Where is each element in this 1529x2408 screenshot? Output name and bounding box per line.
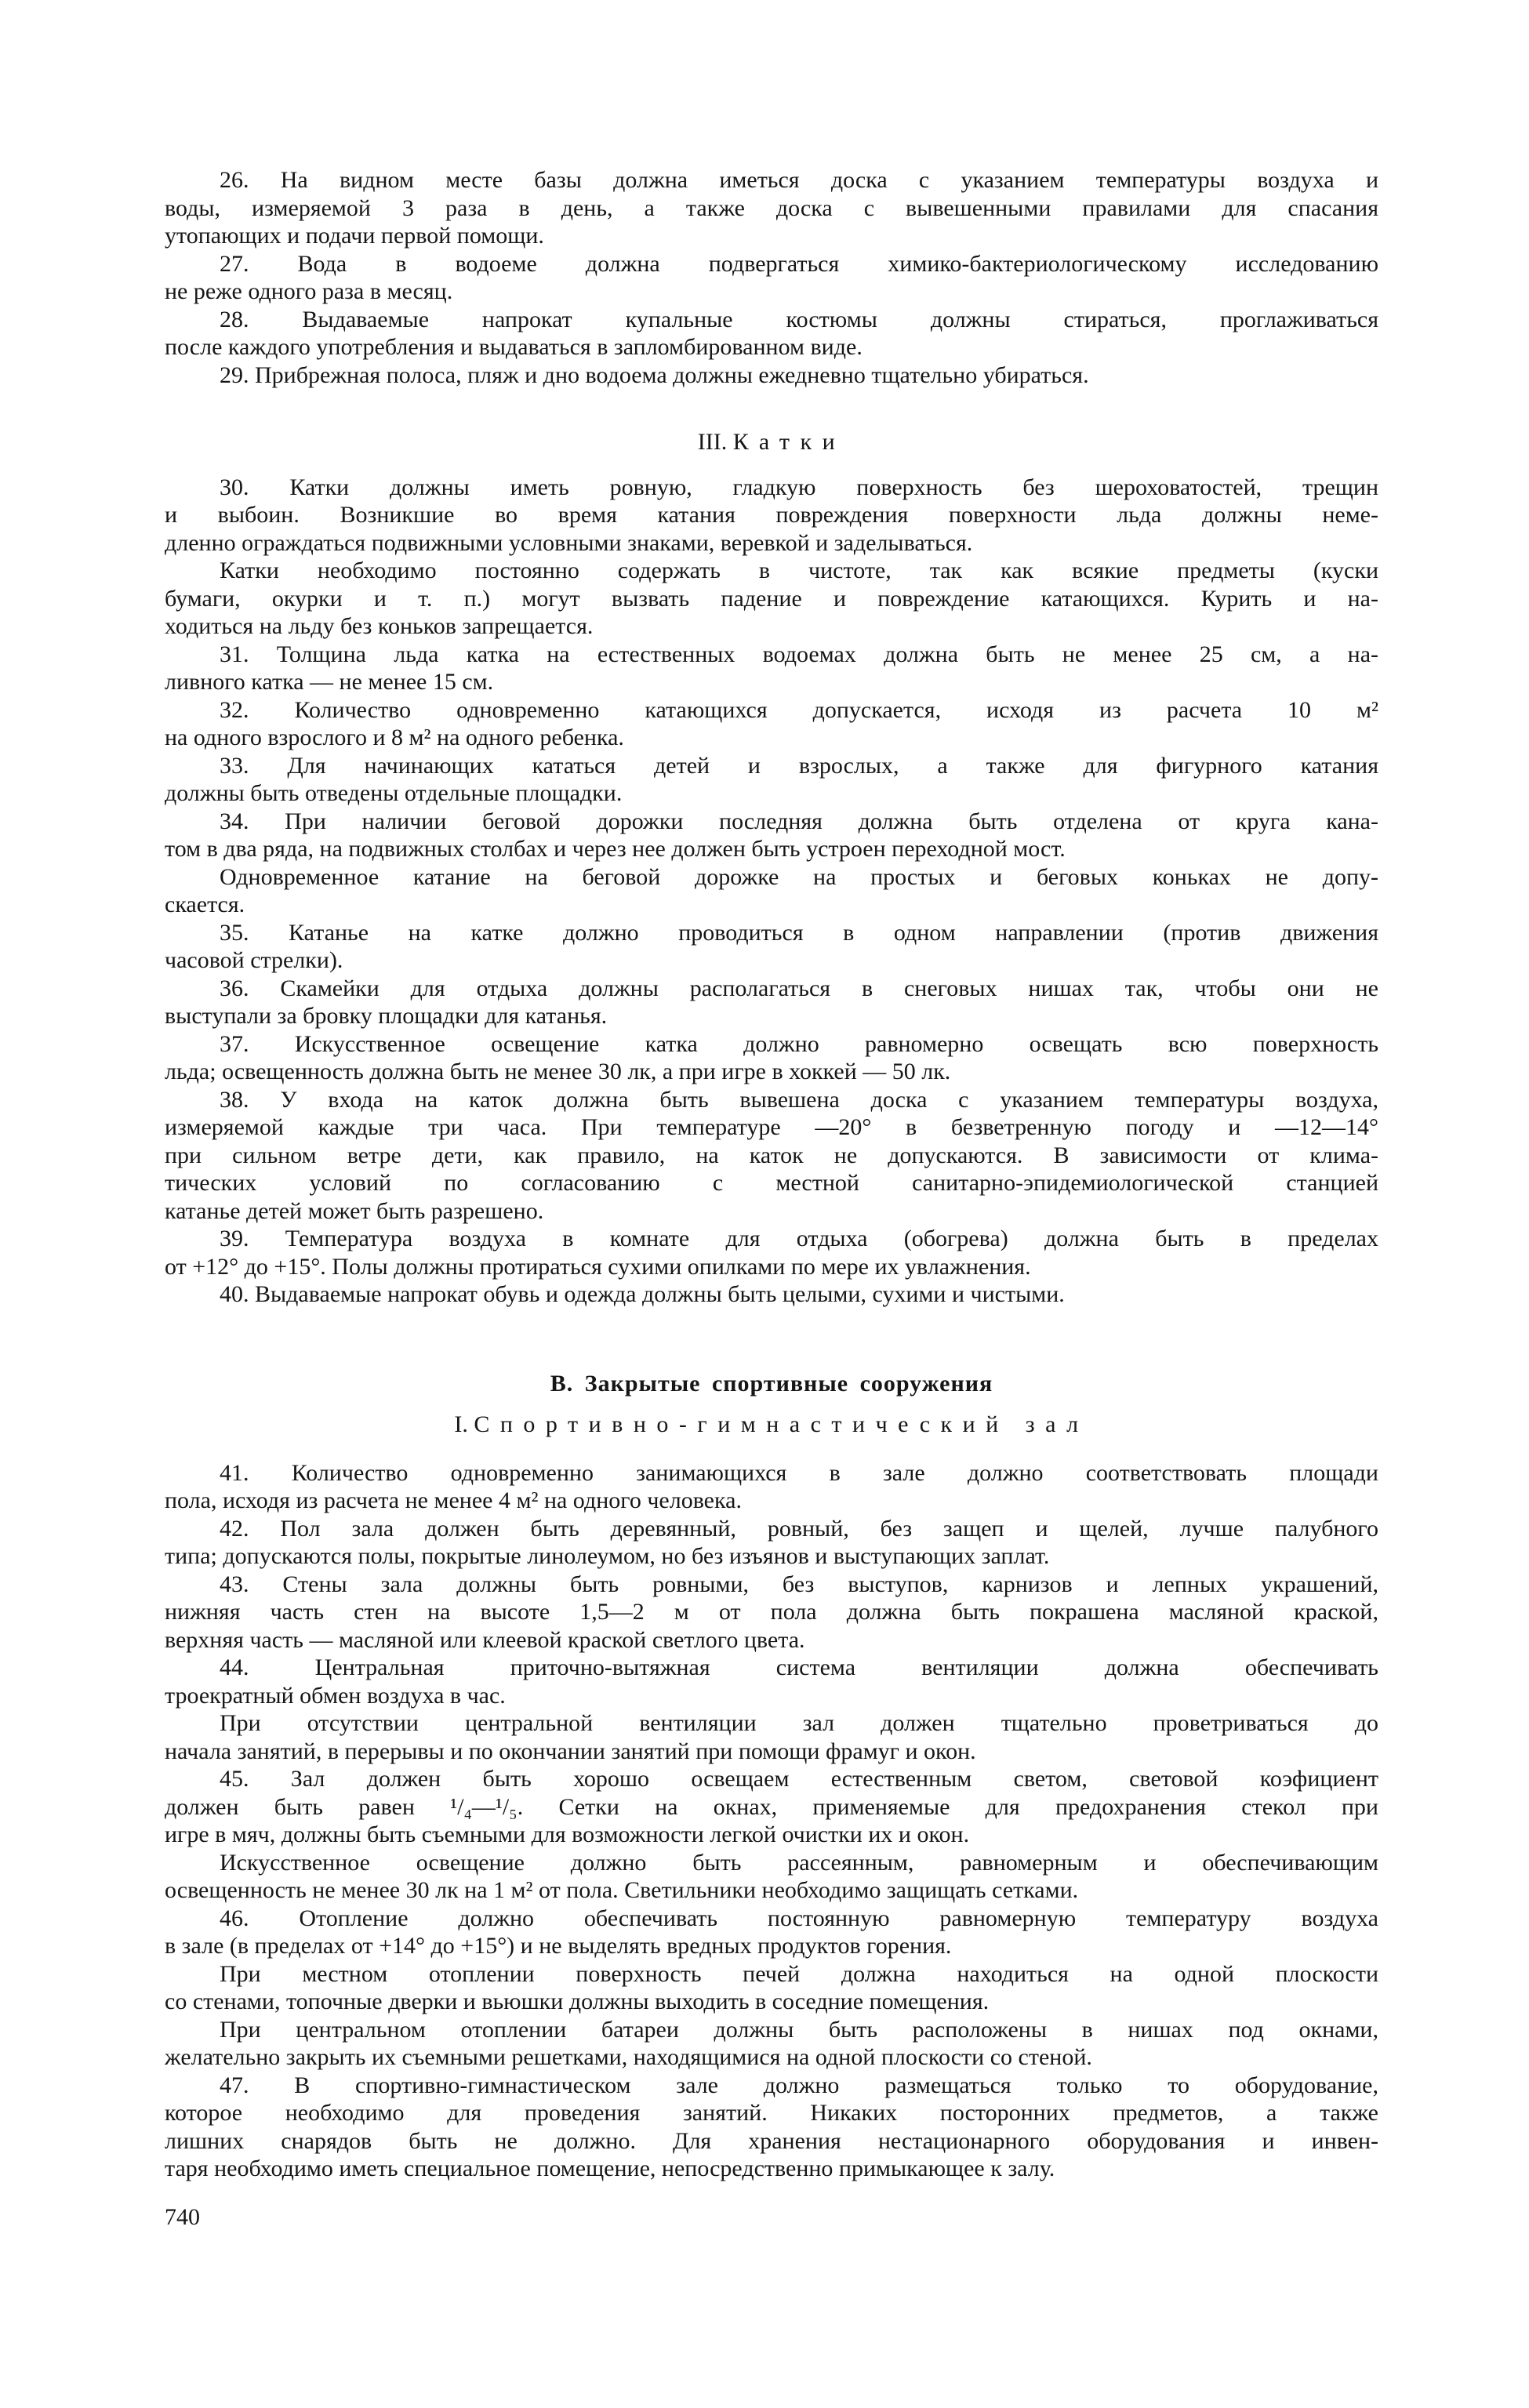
paragraph: [165, 919, 1378, 975]
text-line: 26. На видном месте базы должна иметься доска с указанием температуры воздуха и: [220, 167, 1378, 193]
text-line: том в два ряда, на подвижных столбах и через нее должен быть устроен переходной мост.: [165, 836, 1066, 862]
text-line: При отсутствии центральной вентиляции зал должен тщательно проветриваться до: [220, 1710, 1378, 1736]
text-line: в зале (в пределах от +14° до +15°) и не выделять вредных продуктов горения.: [165, 1933, 952, 1959]
text-line: на одного взрослого и 8 м² на одного ребенка.: [165, 725, 624, 750]
text-line: 35. Катанье на катке должно проводиться в одном направлении (против движения: [220, 919, 1378, 946]
text-line: 37. Искусственное освещение катка должно равномерно освещать всю поверхность: [220, 1030, 1378, 1057]
text-line: пола, исходя из расчета не менее 4 м² на одного человека.: [165, 1487, 742, 1513]
paragraph: [165, 808, 1378, 863]
paragraph: [165, 1905, 1378, 1960]
text-line: При центральном отоплении батареи должны быть расположены в нишах под окнами,: [220, 2016, 1378, 2043]
paragraph: [165, 557, 1378, 641]
text-line: 47. В спортивно-гимнастическом зале должно размещаться только то оборудование,: [220, 2072, 1378, 2098]
paragraph: [165, 1515, 1378, 1571]
text-line: дленно ограждаться подвижными условными знаками, веревкой и заделываться.: [165, 529, 973, 556]
paragraph: [165, 1571, 1378, 1654]
paragraph: [165, 166, 1378, 250]
text-line: которое необходимо для проведения занятий. Никаких посторонних предметов, а также: [165, 2100, 1378, 2126]
heading-title: Катки: [732, 429, 846, 455]
paragraph: [165, 1849, 1378, 1905]
heading-title: Спортивно-гимнастический зал: [474, 1411, 1089, 1437]
text-line: 29. Прибрежная полоса, пляж и дно водоема должны ежедневно тщательно убираться.: [220, 361, 1089, 388]
paragraph: [165, 1459, 1378, 1515]
paragraph: [165, 696, 1378, 752]
paragraph: [165, 2072, 1378, 2183]
text-line: катанье детей может быть разрешено.: [165, 1197, 544, 1224]
paragraph: [165, 1654, 1378, 1709]
text-line: выступали за бровку площадки для катанья.: [165, 1003, 608, 1029]
text-line: часовой стрелки).: [165, 947, 343, 973]
text-line: ливного катка — не менее 15 см.: [165, 669, 494, 695]
text-line: 40. Выдаваемые напрокат обувь и одежда должны быть целыми, сухими и чистыми.: [220, 1281, 1065, 1307]
heading-gym: [165, 1411, 1378, 1439]
text-line: желательно закрыть их съемными решетками, находящимися на одной плоскости со стеной.: [165, 2044, 1092, 2070]
text-line: таря необходимо иметь специальное помещение, непосредственно примыкающее к залу.: [165, 2156, 1055, 2181]
paragraph: [165, 1086, 1378, 1226]
text-line: утопающих и подачи первой помощи.: [165, 223, 544, 249]
text-line: троекратный обмен воздуха в час.: [165, 1682, 506, 1709]
paragraph: [165, 752, 1378, 808]
text-line: 38. У входа на каток должна быть вывешена доска с указанием температуры воздуха,: [220, 1086, 1378, 1113]
text-line: должны быть отведены отдельные площадки.: [165, 780, 623, 806]
text-line: 43. Стены зала должны быть ровными, без выступов, карнизов и лепных украшений,: [220, 1571, 1378, 1597]
text-line: должен быть равен ¹/₄—¹/₅. Сетки на окнах, применяемые для предохранения стекол при: [165, 1793, 1378, 1820]
paragraph: [165, 1225, 1378, 1280]
text-line: нижняя часть стен на высоте 1,5—2 м от пола должна быть покрашена масляной краской,: [165, 1599, 1378, 1625]
text-line: Искусственное освещение должно быть рассеянным, равномерным и обеспечивающим: [220, 1849, 1378, 1876]
text-line: начала занятий, в перерывы и по окончании занятий при помощи фрамуг и окон.: [165, 1738, 976, 1764]
paragraph: [165, 863, 1378, 919]
text-line: типа; допускаются полы, покрытые линолеумом, но без изъянов и выступающих заплат.: [165, 1543, 1050, 1569]
heading-numeral: III.: [697, 429, 728, 455]
page-content: [165, 166, 1378, 2183]
text-line: При местном отоплении поверхность печей должна находиться на одной плоскости: [220, 1960, 1378, 1987]
text-line: от +12° до +15°. Полы должны протираться сухими опилками по мере их увлажнения.: [165, 1253, 1031, 1280]
text-line: и выбоин. Возникшие во время катания повреждения поверхности льда должны неме-: [165, 502, 1378, 528]
text-line: 33. Для начинающих кататься детей и взрослых, а также для фигурного катания: [220, 752, 1378, 779]
text-line: 41. Количество одновременно занимающихся в зале должно соответствовать площади: [220, 1459, 1378, 1486]
paragraph: [165, 1765, 1378, 1849]
text-line: скается.: [165, 892, 245, 917]
text-line: ходиться на льду без коньков запрещается.: [165, 613, 594, 639]
text-line: 32. Количество одновременно катающихся допускается, исходя из расчета 10 м²: [220, 696, 1378, 723]
text-line: игре в мяч, должны быть съемными для возможности легкой очистки их и окон.: [165, 1821, 970, 1847]
heading-indoor: В. Закрытые спортивные сооружения: [550, 1370, 993, 1396]
text-line: Одновременное катание на беговой дорожке на простых и беговых коньках не допу-: [220, 863, 1378, 890]
text-line: 44. Центральная приточно-вытяжная система вентиляции должна обеспечивать: [220, 1654, 1378, 1680]
text-line: со стенами, топочные дверки и вьюшки должны выходить в соседние помещения.: [165, 1989, 990, 2014]
paragraph: [165, 1030, 1378, 1086]
text-line: измеряемой каждые три часа. При температуре —20° в безветренную погоду и —12—14°: [165, 1114, 1378, 1140]
paragraph: [165, 361, 1378, 390]
text-line: после каждого употребления и выдаваться в запломбированном виде.: [165, 334, 863, 360]
text-line: 34. При наличии беговой дорожки последняя должна быть отделена от круга кана-: [220, 808, 1378, 834]
text-line: тических условий по согласованию с местной санитарно-эпидемиологической станцией: [165, 1170, 1378, 1196]
paragraph: [165, 1709, 1378, 1765]
text-line: 28. Выдаваемые напрокат купальные костюмы должны стираться, проглаживаться: [220, 306, 1378, 332]
text-line: верхняя часть — масляной или клеевой краской светлого цвета.: [165, 1626, 805, 1653]
text-line: Катки необходимо постоянно содержать в чистоте, так как всякие предметы (куски: [220, 558, 1378, 583]
text-line: 46. Отопление должно обеспечивать постоянную равномерную температуру воздуха: [220, 1905, 1378, 1931]
paragraph: [165, 641, 1378, 696]
text-line: бумаги, окурки и т. п.) могут вызвать падение и повреждение катающихся. Курить и на-: [165, 585, 1378, 612]
text-line: 45. Зал должен быть хорошо освещаем естественным светом, световой коэфициент: [220, 1766, 1378, 1792]
heading-rink: [165, 428, 1378, 456]
text-line: 31. Толщина льда катка на естественных водоемах должна быть не менее 25 см, а на-: [220, 641, 1378, 667]
text-line: лишних снарядов быть не должно. Для хранения нестационарного оборудования и инвен-: [165, 2127, 1378, 2154]
paragraph: [165, 250, 1378, 306]
text-line: 42. Пол зала должен быть деревянный, ровный, без защеп и щелей, лучше палубного: [220, 1515, 1378, 1542]
text-line: 27. Вода в водоеме должна подвергаться химико-бактериологическому исследованию: [220, 250, 1378, 277]
text-line: 39. Температура воздуха в комнате для отдыха (обогрева) должна быть в пределах: [220, 1226, 1378, 1251]
text-line: освещенность не менее 30 лк на 1 м² от пола. Светильники необходимо защищать сетками.: [165, 1877, 1079, 1903]
text-line: воды, измеряемой 3 раза в день, а также доска с вывешенными правилами для спасания: [165, 194, 1378, 221]
text-line: не реже одного раза в месяц.: [165, 278, 453, 304]
paragraph: [165, 474, 1378, 558]
paragraph: [165, 1280, 1378, 1309]
paragraph: [165, 2016, 1378, 2072]
text-line: 36. Скамейки для отдыха должны располагаться в снеговых нишах так, чтобы они не: [220, 975, 1378, 1001]
page-number: 740: [165, 2203, 200, 2230]
text-line: 30. Катки должны иметь ровную, гладкую поверхность без шероховатостей, трещин: [220, 474, 1378, 500]
paragraph: [165, 306, 1378, 361]
text-line: при сильном ветре дети, как правило, на каток не допускаются. В зависимости от клима-: [165, 1142, 1378, 1168]
text-line: льда; освещенность должна быть не менее 30 лк, а при игре в хоккей — 50 лк.: [165, 1059, 951, 1084]
heading-numeral: I.: [454, 1411, 468, 1437]
paragraph: [165, 1960, 1378, 2016]
paragraph: [165, 975, 1378, 1030]
